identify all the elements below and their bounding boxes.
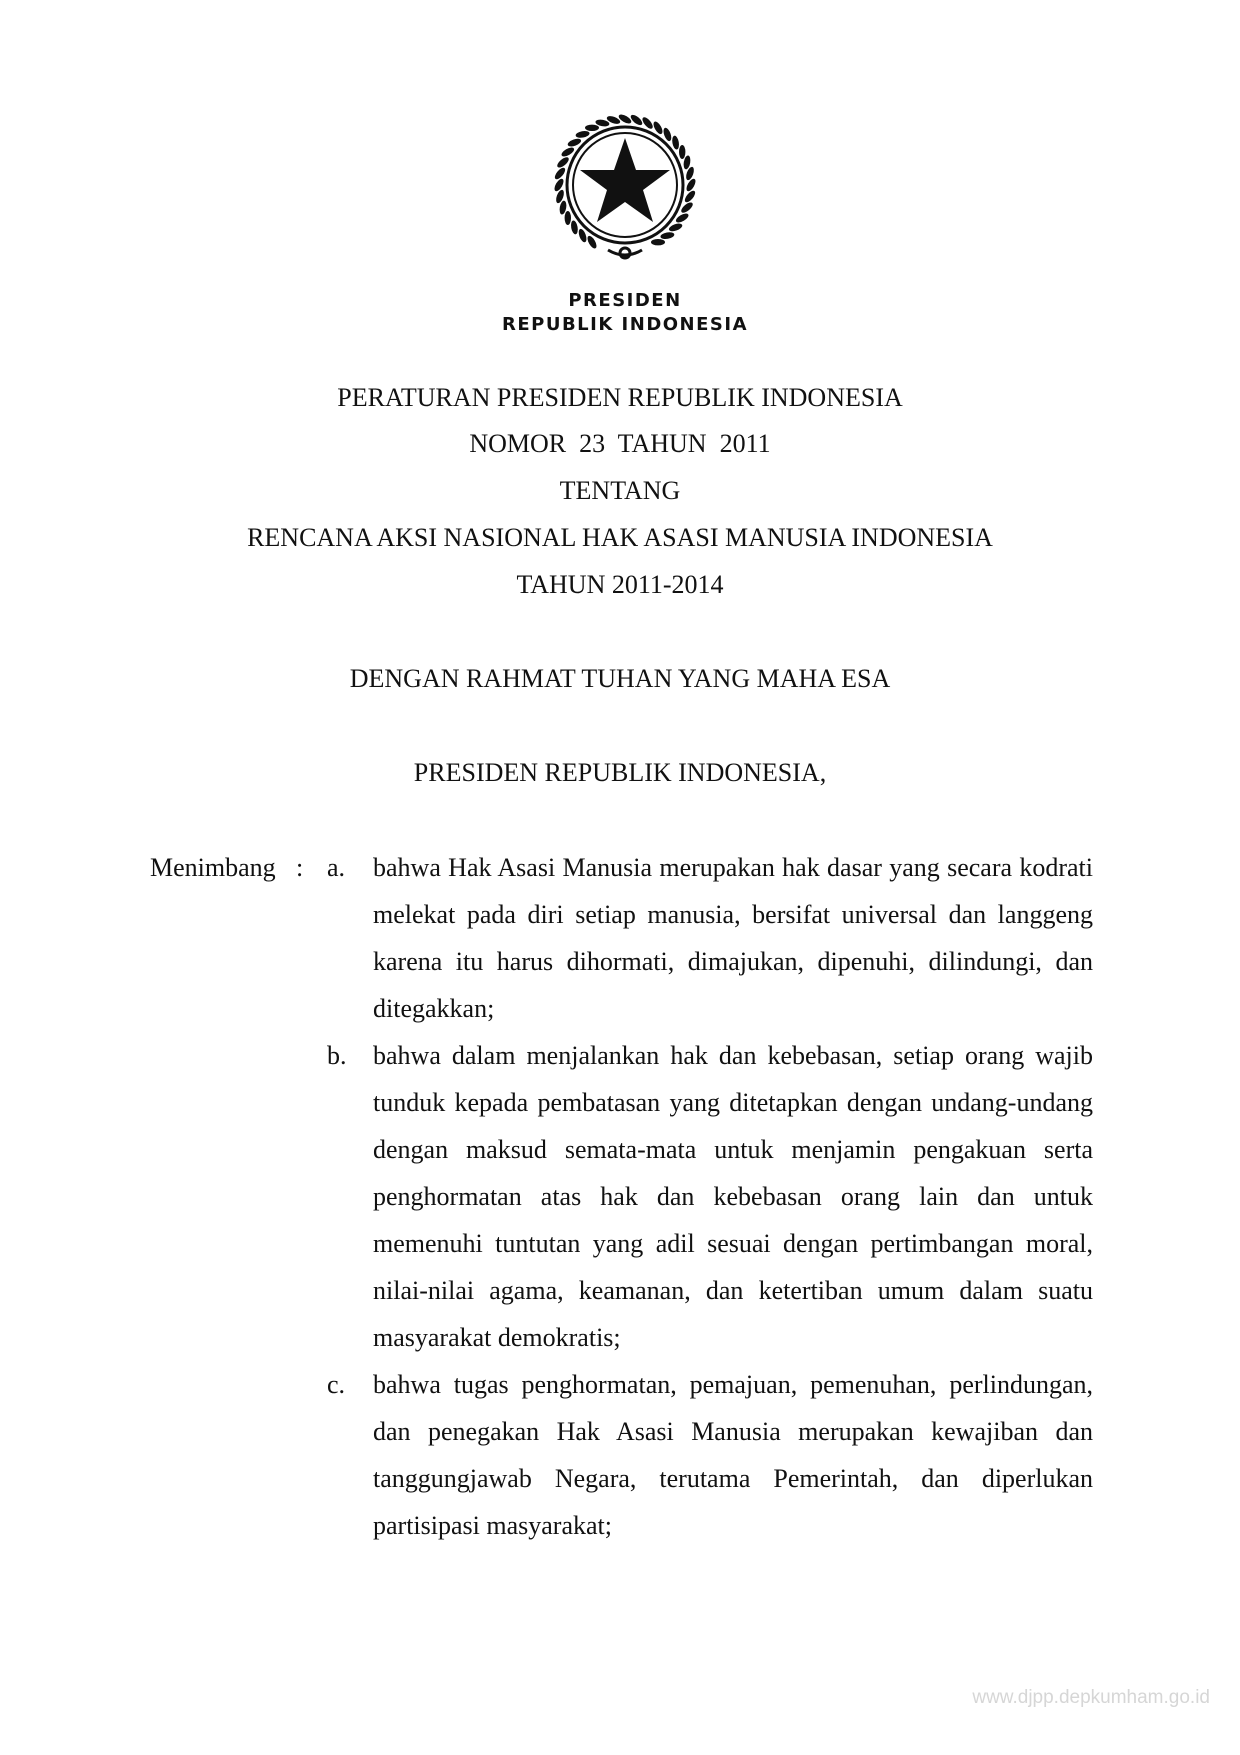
consideration-text: bahwa tugas penghormatan, pemajuan, pemenuhan, perlindungan, dan penegakan Hak Asasi Manusia merupakan kewajiban dan tanggungjawab Negara, terutama Pemerintah, dan diperlukan partisipasi masyarakat; (373, 1370, 1093, 1540)
consideration-text: bahwa dalam menjalankan hak dan kebebasan, setiap orang wajib tunduk kepada pembatasan yang ditetapkan dengan undang-undang dengan maksud semata-mata untuk menjamin pengakuan serta penghormatan atas hak dan kebebasan orang lain dan untuk memenuhi tuntutan yang adil sesuai dengan pertimbangan moral, nilai-nilai agama, keamanan, dan ketertiban umum dalam suatu masyarakat demokratis; (373, 1041, 1093, 1352)
consideration-letter: c. (327, 1370, 346, 1399)
regulation-period: TAHUN 2011-2014 (516, 570, 724, 599)
regulation-number: NOMOR 23 TAHUN 2011 (469, 429, 771, 458)
consideration-letter: b. (327, 1041, 347, 1070)
source-watermark: www.djpp.depkumham.go.id (972, 1687, 1210, 1708)
emblem-caption-line1: PRESIDEN (568, 290, 682, 311)
considerations-label: Menimbang (150, 853, 276, 882)
regulation-subject: RENCANA AKSI NASIONAL HAK ASASI MANUSIA INDONESIA (247, 523, 993, 552)
regulation-about-label: TENTANG (559, 476, 681, 505)
emblem-caption (480, 289, 770, 337)
blessing-line: DENGAN RAHMAT TUHAN YANG MAHA ESA (349, 664, 891, 693)
consideration-letter: a. (327, 853, 346, 882)
consideration-text: bahwa Hak Asasi Manusia merupakan hak dasar yang secara kodrati melekat pada diri setiap manusia, bersifat universal dan langgeng karena itu harus dihormati, dimajukan, dipenuhi, dilindungi, dan ditegakkan; (373, 853, 1093, 1023)
presidential-seal-icon (540, 100, 710, 270)
emblem-caption-line2: REPUBLIK INDONESIA (501, 314, 749, 335)
considerations-separator: : (296, 853, 304, 882)
issuer-line: PRESIDEN REPUBLIK INDONESIA, (413, 758, 827, 787)
regulation-title: PERATURAN PRESIDEN REPUBLIK INDONESIA (337, 383, 903, 412)
